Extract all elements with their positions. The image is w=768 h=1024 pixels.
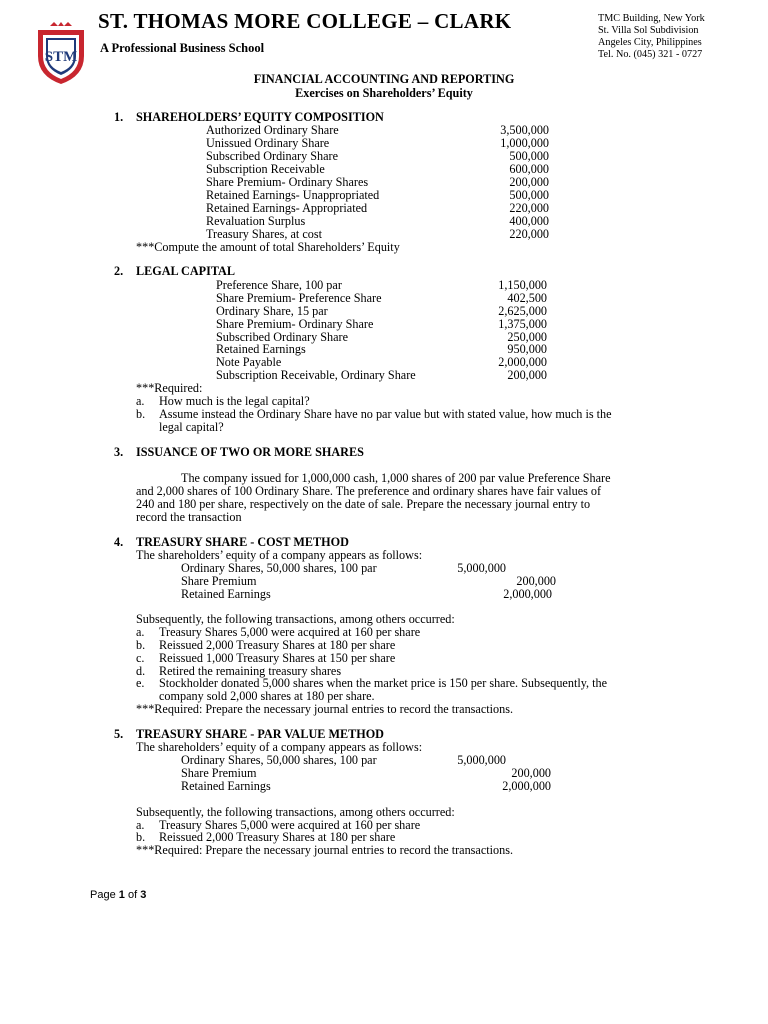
paragraph-line: The company issued for 1,000,000 cash, 1,000 shares of 200 par value Preference Share: [181, 471, 611, 485]
item-label: Share Premium- Ordinary Share: [216, 317, 374, 331]
tx-text: Treasury Shares 5,000 were acquired at 160 per share: [159, 625, 421, 639]
section-title: TREASURY SHARE - PAR VALUE METHOD: [136, 727, 384, 741]
tx-letter: a.: [136, 625, 145, 639]
item-label: Authorized Ordinary Share: [206, 123, 339, 137]
item-value: 1,000,000: [500, 136, 549, 150]
section-intro: The shareholders’ equity of a company appears as follows:: [136, 740, 423, 754]
section-number: 2.: [114, 264, 124, 278]
school-tagline: A Professional Business School: [100, 41, 265, 55]
course-title: FINANCIAL ACCOUNTING AND REPORTING: [253, 72, 515, 86]
page-indicator: [90, 889, 146, 901]
item-label: Subscribed Ordinary Share: [206, 149, 338, 163]
item-value: 2,625,000: [498, 304, 547, 318]
section-number: 5.: [114, 727, 124, 741]
item-label: Retained Earnings: [181, 779, 271, 793]
item-value: 5,000,000: [457, 753, 506, 767]
item-label: Share Premium- Ordinary Shares: [206, 175, 369, 189]
item-value: 400,000: [509, 214, 549, 228]
tx-letter: c.: [136, 651, 145, 665]
section-number: 4.: [114, 535, 124, 549]
address-line: St. Villa Sol Subdivision: [598, 25, 699, 36]
question-text: How much is the legal capital?: [159, 394, 310, 408]
tx-letter: d.: [136, 664, 146, 678]
tx-text: Reissued 2,000 Treasury Shares at 180 per share: [159, 830, 396, 844]
item-label: Retained Earnings: [216, 342, 306, 356]
item-value: 2,000,000: [498, 355, 547, 369]
item-label: Retained Earnings- Unappropriated: [206, 188, 380, 202]
item-label: Unissued Ordinary Share: [206, 136, 330, 150]
school-name: ST. THOMAS MORE COLLEGE – CLARK: [98, 9, 512, 33]
transactions-intro: Subsequently, the following transactions, among others occurred:: [136, 612, 455, 626]
section-title: SHAREHOLDERS’ EQUITY COMPOSITION: [136, 110, 384, 124]
item-value: 200,000: [511, 766, 551, 780]
transactions-intro: Subsequently, the following transactions, among others occurred:: [136, 805, 455, 819]
tx-text: Retired the remaining treasury shares: [159, 664, 342, 678]
item-value: 200,000: [507, 368, 547, 382]
item-value: 2,000,000: [502, 779, 551, 793]
item-label: Revaluation Surplus: [206, 214, 306, 228]
item-value: 3,500,000: [500, 123, 549, 137]
question-text: Assume instead the Ordinary Share have no par value but with stated value, how much is the: [159, 407, 612, 421]
page-word: Page: [90, 889, 116, 901]
item-label: Ordinary Shares, 50,000 shares, 100 par: [181, 561, 377, 575]
paragraph-line: and 2,000 shares of 100 Ordinary Share. The preference and ordinary shares have fair values of: [136, 484, 602, 498]
tx-text: Reissued 1,000 Treasury Shares at 150 per share: [159, 651, 396, 665]
item-label: Note Payable: [216, 355, 282, 369]
item-label: Share Premium: [181, 574, 257, 588]
address-line: TMC Building, New York: [598, 13, 705, 24]
section-title: TREASURY SHARE - COST METHOD: [136, 535, 349, 549]
section-number: 3.: [114, 445, 124, 459]
section-title: ISSUANCE OF TWO OR MORE SHARES: [136, 445, 364, 459]
paragraph-line: 240 and 180 per share, respectively on the date of sale. Prepare the necessary journal entry to: [136, 497, 591, 511]
item-label: Treasury Shares, at cost: [206, 227, 322, 241]
item-label: Share Premium- Preference Share: [216, 291, 382, 305]
section-intro: The shareholders’ equity of a company appears as follows:: [136, 548, 423, 562]
required-label: ***Required:: [136, 381, 203, 395]
item-label: Subscribed Ordinary Share: [216, 330, 348, 344]
item-value: 1,375,000: [498, 317, 547, 331]
page-current: 1: [118, 889, 125, 901]
item-label: Share Premium: [181, 766, 257, 780]
item-label: Ordinary Share, 15 par: [216, 304, 328, 318]
item-value: 5,000,000: [457, 561, 506, 575]
page-total: 3: [140, 889, 147, 901]
address-line: Tel. No. (045) 321 - 0727: [598, 49, 703, 60]
item-value: 1,150,000: [498, 278, 547, 292]
question-text-cont: legal capital?: [159, 420, 224, 434]
required-note: ***Required: Prepare the necessary journal entries to record the transactions.: [136, 843, 513, 857]
item-label: Ordinary Shares, 50,000 shares, 100 par: [181, 753, 377, 767]
item-value: 200,000: [509, 175, 549, 189]
item-value: 402,500: [507, 291, 547, 305]
question-letter: a.: [136, 394, 145, 408]
tx-text: Treasury Shares 5,000 were acquired at 160 per share: [159, 818, 421, 832]
paragraph-line: record the transaction: [136, 510, 242, 524]
item-label: Subscription Receivable, Ordinary Share: [216, 368, 416, 382]
tx-text: Stockholder donated 5,000 shares when the market price is 150 per share. Subsequently, the: [159, 676, 607, 690]
tx-letter: b.: [136, 638, 146, 652]
tx-letter: e.: [136, 676, 145, 690]
item-value: 500,000: [509, 188, 549, 202]
section-title: LEGAL CAPITAL: [136, 264, 235, 278]
tx-letter: b.: [136, 830, 146, 844]
instruction-note: ***Compute the amount of total Shareholders’ Equity: [136, 240, 400, 254]
tx-letter: a.: [136, 818, 145, 832]
item-label: Retained Earnings: [181, 587, 271, 601]
tx-text: Reissued 2,000 Treasury Shares at 180 per share: [159, 638, 396, 652]
item-value: 200,000: [516, 574, 556, 588]
item-value: 220,000: [509, 227, 549, 241]
item-value: 2,000,000: [503, 587, 552, 601]
item-value: 220,000: [509, 201, 549, 215]
course-subtitle: Exercises on Shareholders’ Equity: [295, 86, 473, 100]
item-value: 600,000: [509, 162, 549, 176]
required-note: ***Required: Prepare the necessary journal entries to record the transactions.: [136, 702, 513, 716]
item-value: 500,000: [509, 149, 549, 163]
logo-initials: STM: [44, 49, 78, 65]
item-label: Retained Earnings- Appropriated: [206, 201, 368, 215]
tx-text-cont: company sold 2,000 shares at 180 per share.: [159, 689, 375, 703]
item-label: Preference Share, 100 par: [216, 278, 342, 292]
section-number: 1.: [114, 110, 124, 124]
of-word: of: [127, 889, 138, 901]
item-value: 950,000: [507, 342, 547, 356]
item-value: 250,000: [507, 330, 547, 344]
item-label: Subscription Receivable: [206, 162, 325, 176]
question-letter: b.: [136, 407, 146, 421]
address-line: Angeles City, Philippines: [598, 37, 702, 48]
school-address: [598, 13, 705, 61]
